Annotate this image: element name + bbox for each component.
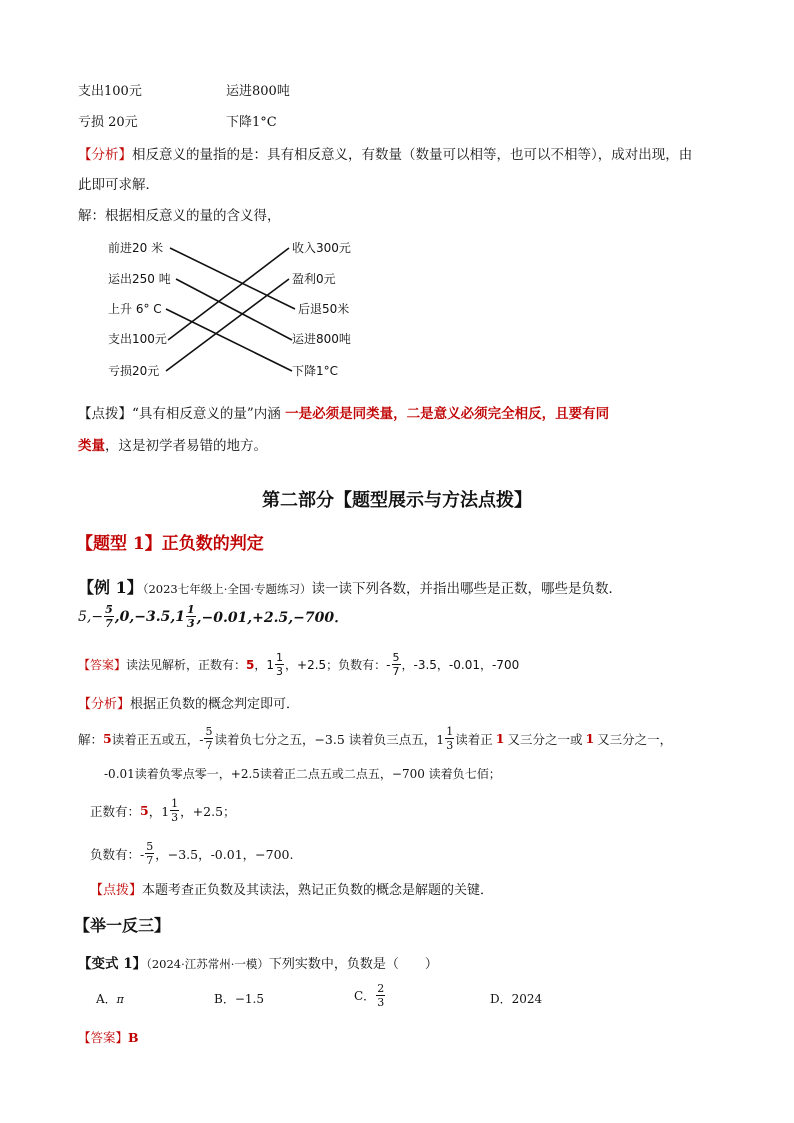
tip1-text-b: 一是必须是同类量，二是意义必须完全相反，且要有同 bbox=[285, 406, 610, 422]
example1-frac1-num: 5 bbox=[105, 603, 113, 616]
variant1-line bbox=[78, 952, 438, 972]
solution2-pos-frac-num: 1 bbox=[171, 797, 179, 810]
solution2-neg-frac bbox=[145, 841, 154, 866]
example1-source: （2023七年级上·全国·专题练习） bbox=[142, 582, 312, 596]
answer1-frac1-den: 3 bbox=[276, 665, 284, 678]
type1-title: 正负数的判定 bbox=[161, 534, 264, 554]
solution2-neg-frac-den: 7 bbox=[146, 854, 154, 867]
example1-frac2-num: 1 bbox=[186, 603, 195, 616]
answer1-frac1 bbox=[275, 652, 284, 677]
analysis2-text: 根据正负数的概念判定即可． bbox=[130, 697, 300, 712]
solution2-pos-c: ，1 bbox=[148, 803, 170, 819]
solution2-negative-line bbox=[90, 841, 293, 866]
pair-row2-left: 亏损 20元 bbox=[78, 115, 138, 130]
option-c-den: 3 bbox=[377, 996, 385, 1009]
option-b-value: −1.5 bbox=[234, 992, 264, 1006]
answer1-frac2-den: 7 bbox=[392, 665, 400, 678]
option-a-value: π bbox=[116, 993, 124, 1006]
pair-row1-left: 支出100元 bbox=[78, 84, 142, 99]
section-title: 第二部分【题型展示与方法点拨】 bbox=[262, 490, 532, 511]
solution2-f: 1 bbox=[495, 731, 505, 746]
solution2-frac2-num: 1 bbox=[446, 725, 454, 738]
answer1-five: 5 bbox=[246, 657, 255, 672]
option-c-frac bbox=[376, 983, 385, 1008]
answer1-label: 【答案】 bbox=[78, 658, 127, 672]
diagram-left-1: 前进20 米 bbox=[108, 241, 164, 255]
diagram-right-1: 收入300元 bbox=[292, 241, 351, 255]
answer1-frac1-num: 1 bbox=[276, 651, 284, 664]
answer1-line bbox=[78, 652, 519, 677]
solution2-frac1-num: 5 bbox=[205, 725, 213, 738]
solution2-b: 5 bbox=[103, 731, 112, 746]
pair-row1-right: 运进800吨 bbox=[226, 84, 290, 99]
diagram-left-2: 运出250 吨 bbox=[108, 272, 171, 286]
matching-diagram bbox=[100, 233, 370, 383]
analysis2-line bbox=[78, 693, 299, 712]
tip1-text-d: ，这是初学者易错的地方。 bbox=[105, 438, 267, 454]
solution2-neg-b: ，−3.5，-0.01，−700. bbox=[155, 846, 294, 862]
tip1-label: 【点拨】 bbox=[78, 406, 132, 422]
option-c-label: C． bbox=[354, 989, 376, 1003]
tip1-text-c: 类量 bbox=[78, 438, 105, 454]
solution2-a: 解： bbox=[78, 731, 104, 747]
diagram-right-2: 盈利0元 bbox=[292, 272, 336, 286]
example1-question: 读一读下列各数，并指出哪些是正数，哪些是负数． bbox=[311, 581, 623, 597]
line-pay-income bbox=[168, 248, 289, 340]
solution2-pos-d: ，+2.5； bbox=[180, 803, 236, 819]
tip1-line1 bbox=[78, 402, 609, 422]
solution2-neg-frac-num: 5 bbox=[146, 840, 154, 853]
answer1-text-c: ，-3.5，-0.01，-700 bbox=[401, 658, 520, 672]
solution2-i: 又三分之一， bbox=[597, 731, 673, 747]
diagram-left-4: 支出100元 bbox=[108, 332, 167, 346]
line-loss-profit bbox=[166, 279, 289, 371]
answer1-frac2 bbox=[392, 652, 401, 677]
example1-frac2 bbox=[186, 604, 196, 629]
solution2-frac2-den: 3 bbox=[446, 739, 454, 752]
solution2-pos-frac-den: 3 bbox=[171, 811, 179, 824]
option-b[interactable] bbox=[214, 990, 264, 1007]
type1-label: 【题型 1】 bbox=[76, 534, 162, 554]
option-c[interactable] bbox=[354, 983, 386, 1008]
analysis-text1: 相反意义的量指的是：具有相反意义，有数量（数量可以相等，也可以不相等），成对出现，由 bbox=[132, 147, 693, 163]
tip1-line2 bbox=[78, 434, 267, 454]
variant1-source: （2024·江苏常州·一模） bbox=[146, 957, 269, 971]
solution2-frac2 bbox=[445, 726, 454, 751]
variant1-question: 下列实数中，负数是（ ） bbox=[268, 957, 438, 972]
solution2-positive-line bbox=[90, 798, 236, 823]
example1-frac1 bbox=[104, 604, 114, 629]
option-d[interactable] bbox=[490, 990, 542, 1007]
solution-intro: 解：根据相反意义的量的含义得， bbox=[78, 208, 281, 224]
example1-n2: ,0,−3.5,1 bbox=[114, 608, 185, 625]
option-b-label: B． bbox=[214, 992, 235, 1006]
answer2-value: B bbox=[128, 1030, 139, 1045]
solution2-pos-a: 正数有： bbox=[90, 803, 141, 819]
solution2-g: 又三分之一或 bbox=[507, 731, 583, 747]
example1-frac2-den: 3 bbox=[186, 617, 195, 630]
diagram-right-4: 运进800吨 bbox=[292, 332, 351, 346]
answer1-frac2-num: 5 bbox=[392, 651, 400, 664]
practice-title: 【举一反三】 bbox=[74, 916, 171, 935]
diagram-left-3: 上升 6° C bbox=[108, 302, 162, 316]
solution2-pos-frac bbox=[170, 798, 179, 823]
solution2-h: 1 bbox=[585, 731, 595, 746]
analysis-text2: 此即可求解． bbox=[78, 177, 159, 193]
pair-row2-right: 下降1°C bbox=[226, 115, 277, 130]
answer2-line bbox=[78, 1028, 139, 1046]
analysis2-label: 【分析】 bbox=[78, 697, 131, 712]
option-a[interactable] bbox=[96, 990, 124, 1007]
analysis-line1 bbox=[78, 143, 692, 163]
example1-label: 【例 1】 bbox=[78, 578, 143, 597]
tip2-label: 【点拨】 bbox=[90, 883, 143, 898]
analysis-label: 【分析】 bbox=[78, 147, 132, 163]
type1-heading bbox=[76, 529, 264, 554]
answer2-label: 【答案】 bbox=[78, 1030, 129, 1045]
example1-n3: ,−0.01,+2.5,−700． bbox=[196, 609, 349, 626]
solution2-neg-a: 负数有：- bbox=[90, 846, 145, 862]
tip2-line bbox=[90, 879, 493, 898]
solution2-c: 读着正五或五，- bbox=[111, 731, 204, 747]
solution2-e: 读着正 bbox=[455, 731, 493, 747]
solution2-frac1-den: 7 bbox=[205, 739, 213, 752]
answer1-text-b: ，+2.5；负数有：- bbox=[285, 658, 391, 672]
line-up-down bbox=[166, 309, 292, 371]
option-d-value: 2024 bbox=[511, 992, 543, 1006]
tip1-text-a: “具有相反意义的量”内涵 bbox=[132, 406, 281, 422]
solution2-line1 bbox=[78, 726, 672, 751]
solution2-frac1 bbox=[204, 726, 213, 751]
line-out-in bbox=[176, 279, 292, 340]
solution2-d: 读着负七分之五，−3.5 读着负三点五，1 bbox=[214, 731, 445, 747]
solution2-line2: -0.01读着负零点零一，+2.5读着正二点五或二点五，−700 读着负七佰； bbox=[104, 767, 501, 781]
diagram-right-3: 后退50米 bbox=[298, 302, 350, 316]
tip2-text: 本题考查正负数及其读法，熟记正负数的概念是解题的关键． bbox=[142, 883, 494, 898]
example1-n1: 5,− bbox=[78, 608, 104, 625]
diagram-right-5: 下降1°C bbox=[292, 364, 339, 378]
example1-frac1-den: 7 bbox=[105, 617, 113, 630]
option-a-label: A． bbox=[96, 992, 117, 1006]
option-c-num: 2 bbox=[377, 982, 385, 995]
solution2-pos-b: 5 bbox=[140, 803, 149, 818]
answer1-comma1: ，1 bbox=[254, 658, 275, 672]
diagram-left-5: 亏损20元 bbox=[108, 364, 160, 378]
example1-line bbox=[78, 575, 622, 598]
answer1-text-a: 读法见解析，正数有： bbox=[126, 658, 247, 672]
example1-numbers bbox=[78, 604, 348, 629]
option-d-label: D． bbox=[490, 992, 512, 1006]
variant1-label: 【变式 1】 bbox=[78, 956, 147, 972]
